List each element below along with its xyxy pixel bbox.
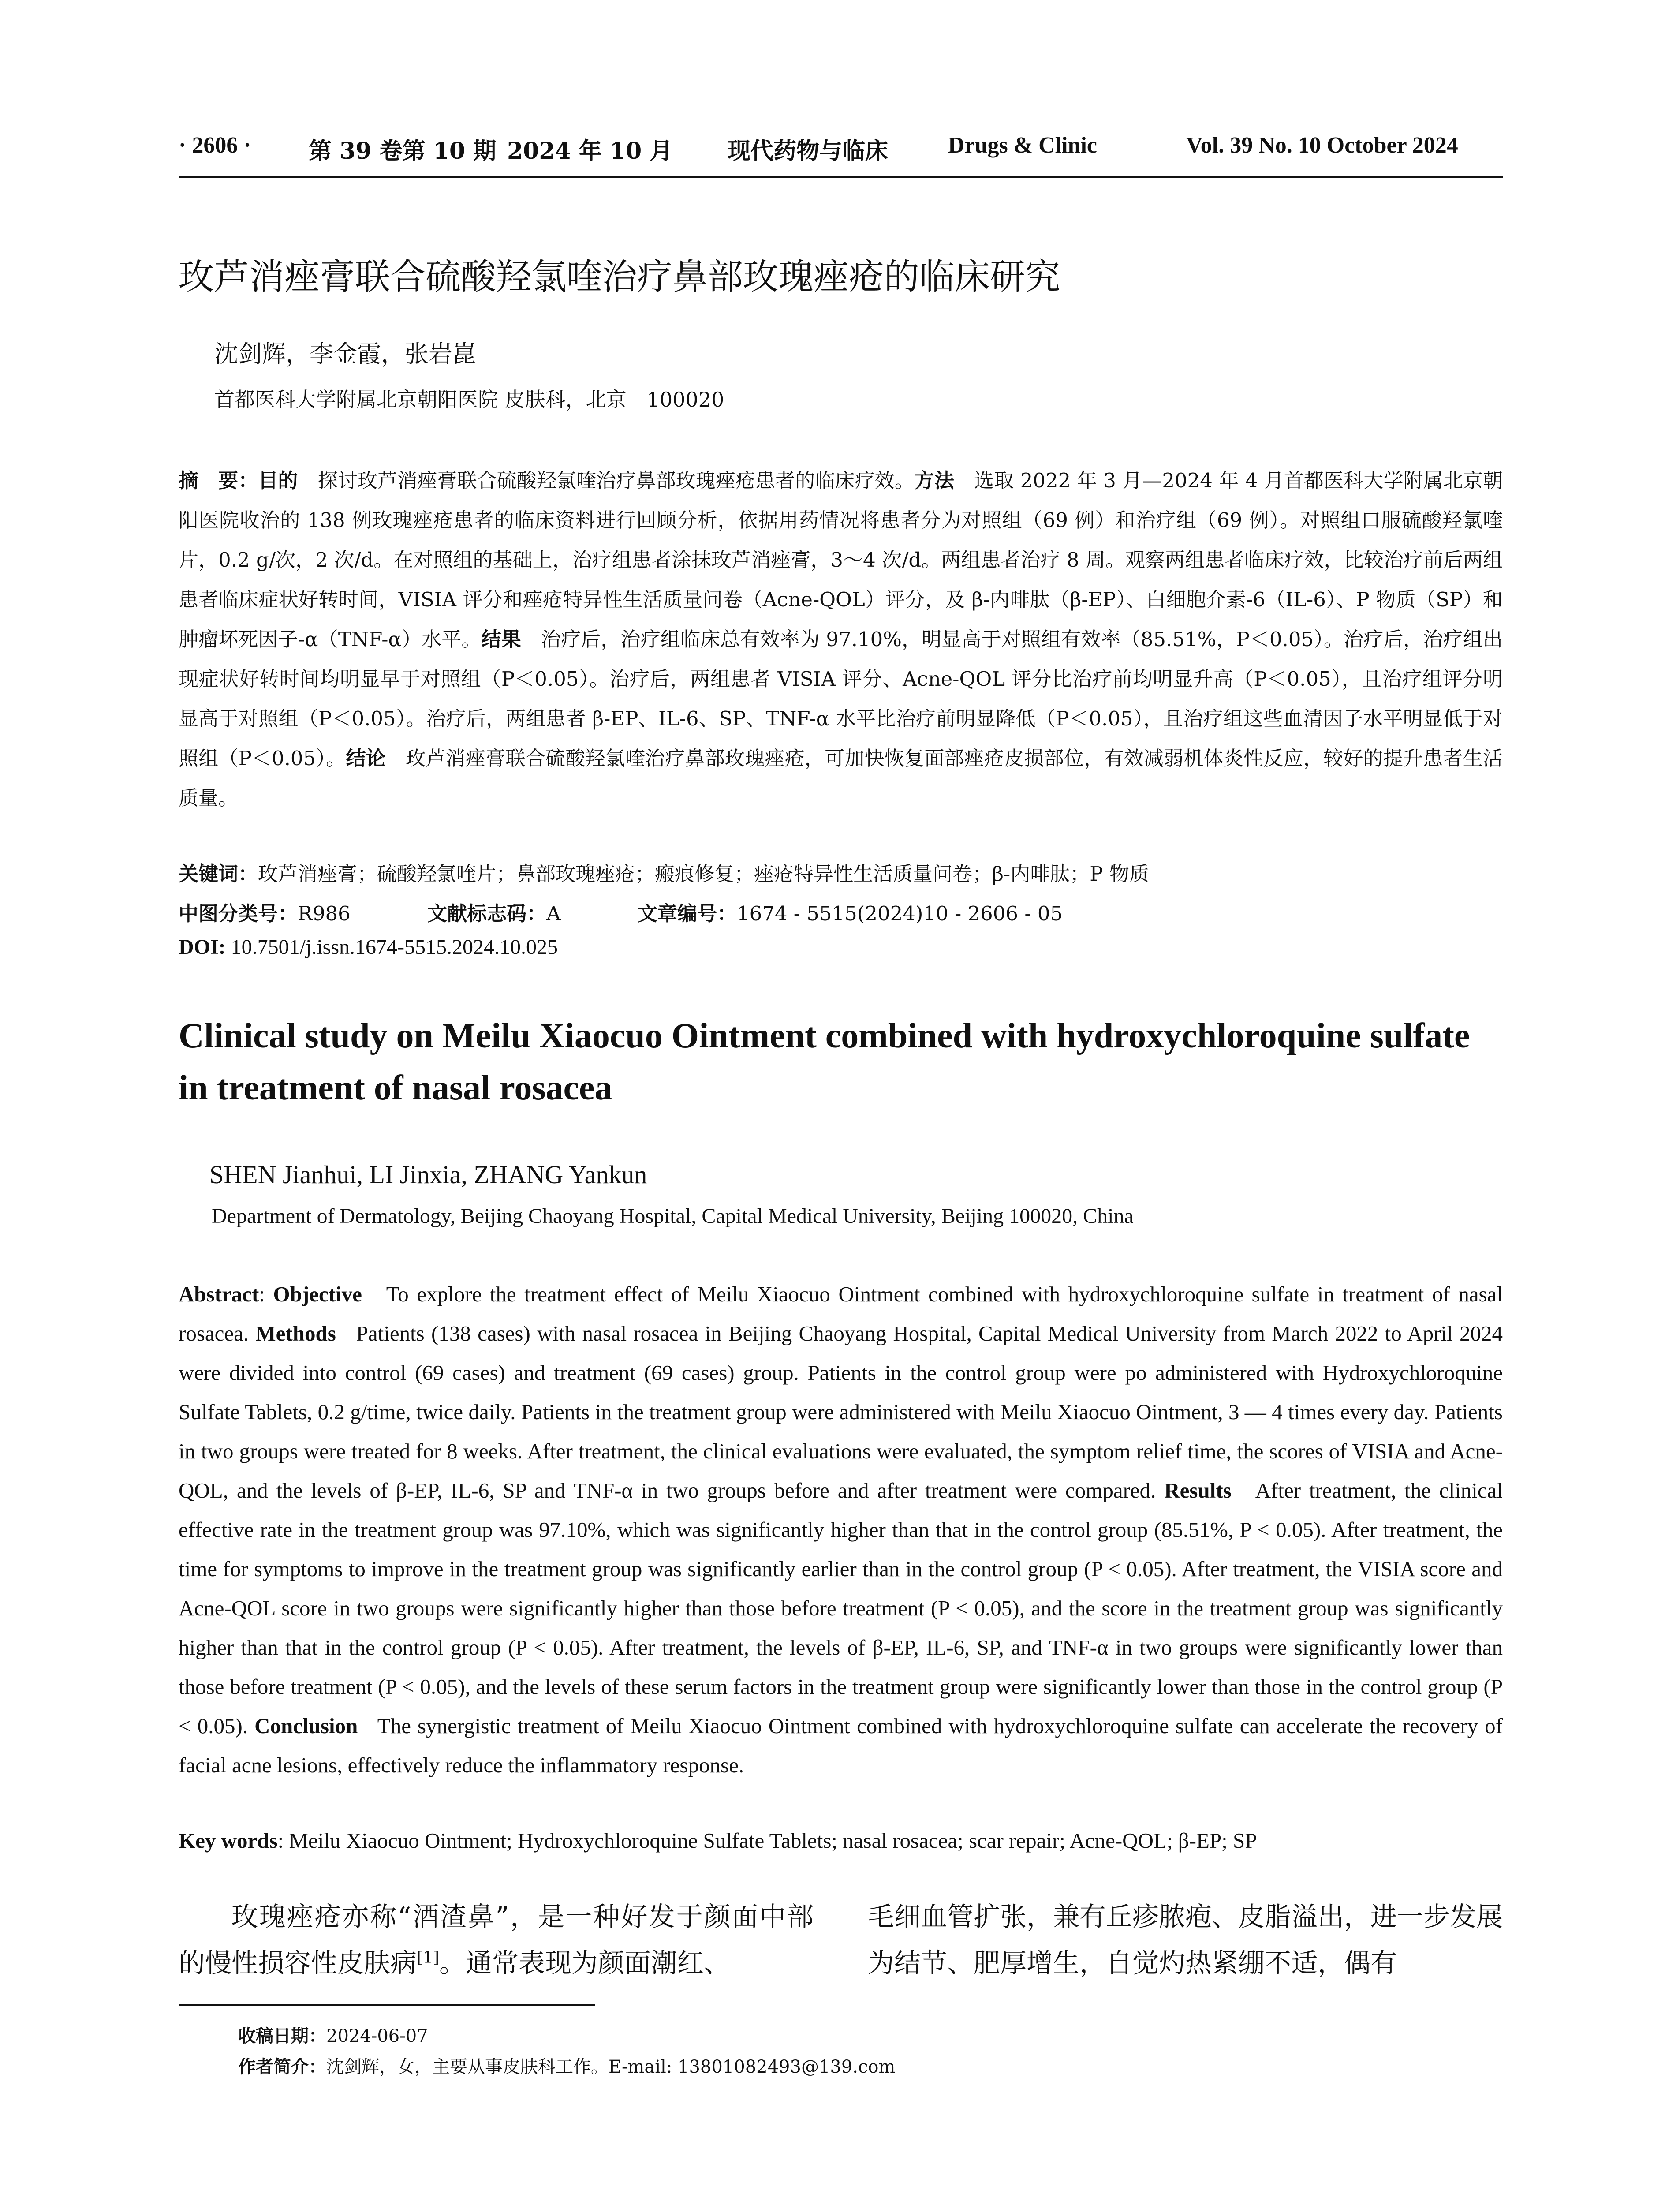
conclusion-label-cn: 结论 [346,747,386,770]
abstract-cn [179,461,1503,818]
clc-value: R986 [298,902,351,925]
bio-text: 沈剑辉，女，主要从事皮肤科工作。E-mail: 13801082493@139.com [326,2057,896,2077]
volume-issue-en: Vol. 39 No. 10 October 2024 [1186,133,1458,158]
authors-cn: 沈剑辉，李金霞，张岩崑 [214,340,476,368]
objective-label-en: Objective [273,1282,362,1306]
body-column-left [179,1894,814,1987]
received-date: 2024-06-07 [326,2026,428,2046]
article-no-value: 1674 - 5515(2024)10 - 2606 - 05 [736,902,1063,925]
footnote-author-bio [238,2053,895,2078]
doc-code-label: 文献标志码： [427,902,547,925]
abstract-label-cn: 摘 要： [179,469,258,492]
article-title-en: Clinical study on Meilu Xiaocuo Ointment combined with hydroxychloroquine sulfate in treatment of nasal rosacea [179,1017,1470,1107]
doi-link[interactable]: 10.7501/j.issn.1674-5515.2024.10.025 [231,935,558,959]
keywords-text-en: Meilu Xiaocuo Ointment; Hydroxychloroquine Sulfate Tablets; nasal rosacea; scar repair; Acne-QOL; β-EP; SP [289,1828,1257,1853]
abstract-label-en: Abstract [179,1282,259,1306]
results-label-cn: 结果 [481,628,521,651]
conclusion-text-cn: 玫芦消痤膏联合硫酸羟氯喹治疗鼻部玫瑰痤疮，可加快恢复面部痤疮皮损部位，有效减弱机体炎性反应，较好的提升患者生活质量。 [179,747,1503,810]
footnote-received [238,2022,428,2047]
received-label: 收稿日期： [238,2026,326,2046]
results-label-en: Results [1164,1478,1232,1502]
doi-label: DOI: [179,935,226,959]
conclusion-text-en: The synergistic treatment of Meilu Xiaocuo Ointment combined with hydroxychloroquine sulfate can accelerate the recovery of facial acne lesions, effectively reduce the inflammatory response. [179,1714,1503,1777]
keywords-label-en: Key words [179,1828,278,1853]
authors-en: SHEN Jianhui, LI Jinxia, ZHANG Yankun [209,1160,647,1189]
body-text-left: 玫瑰痤疮亦称“酒渣鼻”，是一种好发于颜面中部的慢性损容性皮肤病 [179,1902,814,1979]
journal-name-cn: 现代药物与临床 [728,138,889,164]
abstract-en: Abstract: Objective To explore the treatment effect of Meilu Xiaocuo Ointment combined with hydroxychloroquine sulfate in treatment of nasal rosacea. Methods Patients (138 cases) with nasal rosacea in Beijing Chaoyang Hospital, Capital Medical University from March 2022 to April 2024 were divided into control (69 cases) and treatment (69 cases) group. Patients in the control group were po administered with Hydroxychloroquine Sulfate Tablets, 0.2 g/time, twice daily. Patients in the treatment group were administered with Meilu Xiaocuo Ointment, 3 — 4 times every day. Patients in two groups were treated for 8 weeks. After treatment, the clinical evaluations were evaluated, the symptom relief time, the scores of VISIA and Acne-QOL, and the levels of β-EP, IL-6, SP and TNF-α in two groups before and after treatment were compared. Results After treatment, the clinical effective rate in the treatment group was 97.10%, which was significantly higher than that in the control group (85.51%, P < 0.05). After treatment, the time for symptoms to improve in the treatment group was significantly earlier than in the control group (P < 0.05). After treatment, the VISIA score and Acne-QOL score in two groups were significantly higher than those before treatment (P < 0.05), and the score in the treatment group was significantly higher than that in the control group (P < 0.05). After treatment, the levels of β-EP, IL-6, SP, and TNF-α in two groups were significantly lower than those before treatment (P < 0.05), and the levels of these serum factors in the treatment group were significantly lower than those in the control group (P < 0.05). Conclusion The synergistic treatment of Meilu Xiaocuo Ointment combined with hydroxychloroquine sulfate can accelerate the recovery of facial acne lesions, effectively reduce the inflammatory response. [179,1282,1503,1777]
clc-label: 中图分类号： [179,902,298,925]
affiliation-en: Department of Dermatology, Beijing Chaoyang Hospital, Capital Medical University, Beijing 100020, China [212,1204,1134,1228]
classification-line [179,897,1133,926]
methods-label-cn: 方法 [914,469,955,492]
results-text-cn: 治疗后，治疗组临床总有效率为 97.10%，明显高于对照组有效率（85.51%，P＜0.05）。治疗后，治疗组出现症状好转时间均明显早于对照组（P＜0.05）。治疗后，两组患者 VISIA 评分、Acne-QOL 评分比治疗前均明显升高（P＜0.05），且治疗组评分明显高于对照组（P＜0.05）。治疗后，两组患者 β-EP、IL-6、SP、TNF-α 水平比治疗前明显降低（P＜0.05），且治疗组这些血清因子水平明显低于对照组（P＜0.05）。 [179,628,1503,770]
methods-label-en: Methods [255,1321,336,1345]
keywords-en: Key words: Meilu Xiaocuo Ointment; Hydroxychloroquine Sulfate Tablets; nasal rosacea; scar repair; Acne-QOL; β-EP; SP [179,1828,1257,1853]
journal-name-en: Drugs & Clinic [948,133,1097,158]
keywords-label-cn: 关键词： [179,862,258,886]
reference-marker[interactable]: [1] [417,1949,439,1967]
keywords-cn [179,858,1149,886]
objective-text-en: To explore the treatment effect of Meilu Xiaocuo Ointment combined with hydroxychloroquine sulfate in treatment of nasal rosacea. [179,1282,1503,1345]
footnote-rule [179,2004,595,2006]
objective-label-cn: 目的 [258,469,298,492]
affiliation-cn: 首都医科大学附属北京朝阳医院 皮肤科，北京 100020 [214,388,724,411]
bio-label: 作者简介： [238,2057,326,2077]
article-no-label: 文章编号： [637,902,737,925]
results-text-en: After treatment, the clinical effective rate in the treatment group was 97.10%, which was significantly higher than that in the control group (85.51%, P < 0.05). After treatment, the time for symptoms to improve in the treatment group was significantly earlier than in the control group (P < 0.05). After treatment, the VISIA score and Acne-QOL score in two groups were significantly higher than those before treatment (P < 0.05), and the score in the treatment group was significantly higher than that in the control group (P < 0.05). After treatment, the levels of β-EP, IL-6, SP, and TNF-α in two groups were significantly lower than those before treatment (P < 0.05), and the levels of these serum factors in the treatment group were significantly lower than those in the control group (P < 0.05). [179,1478,1503,1738]
body-column-right [868,1894,1503,1987]
volume-issue-cn: 第 39 卷第 10 期 [309,138,497,164]
body-text-right: 毛细血管扩张，兼有丘疹脓疱、皮脂溢出，进一步发展为结节、肥厚增生，自觉灼热紧绷不适，偶有 [868,1902,1503,1979]
doi [179,935,558,959]
methods-text-en: Patients (138 cases) with nasal rosacea in Beijing Chaoyang Hospital, Capital Medical University from March 2022 to April 2024 were divided into control (69 cases) and treatment (69 cases) group. Patients in the control group were po administered with Hydroxychloroquine Sulfate Tablets, 0.2 g/time, twice daily. Patients in the treatment group were administered with Meilu Xiaocuo Ointment, 3 — 4 times every day. Patients in two groups were treated for 8 weeks. After treatment, the clinical evaluations were evaluated, the symptom relief time, the scores of VISIA and Acne-QOL, and the levels of β-EP, IL-6, SP and TNF-α in two groups before and after treatment were compared. [179,1321,1503,1502]
doc-code-value: A [546,902,561,925]
date-cn: 2024 年 10 月 [507,138,673,164]
objective-text-cn: 探讨玫芦消痤膏联合硫酸羟氯喹治疗鼻部玫瑰痤疮患者的临床疗效。 [317,469,915,492]
header-rule [179,176,1503,178]
page-number: · 2606 · [179,133,251,158]
methods-text-cn: 选取 2022 年 3 月—2024 年 4 月首都医科大学附属北京朝阳医院收治的 138 例玫瑰痤疮患者的临床资料进行回顾分析，依据用药情况将患者分为对照组（69 例）和治疗组（69 例）。对照组口服硫酸羟氯喹片，0.2 g/次，2 次/d。在对照组的基础上，治疗组患者涂抹玫芦消痤膏，3～4 次/d。两组患者治疗 8 周。观察两组患者临床疗效，比较治疗前后两组患者临床症状好转时间，VISIA 评分和痤疮特异性生活质量问卷（Acne-QOL）评分，及 β-内啡肽（β-EP）、白细胞介素-6（IL-6）、P 物质（SP）和肿瘤坏死因子-α（TNF-α）水平。 [179,469,1503,651]
keywords-text-cn: 玫芦消痤膏；硫酸羟氯喹片；鼻部玫瑰痤疮；瘢痕修复；痤疮特异性生活质量问卷；β-内啡肽；P 物质 [258,862,1149,886]
body-text-left-cont: 。通常表现为颜面潮红、 [439,1948,730,1979]
article-title-cn: 玫芦消痤膏联合硫酸羟氯喹治疗鼻部玫瑰痤疮的临床研究 [179,256,1060,297]
conclusion-label-en: Conclusion [254,1714,358,1738]
